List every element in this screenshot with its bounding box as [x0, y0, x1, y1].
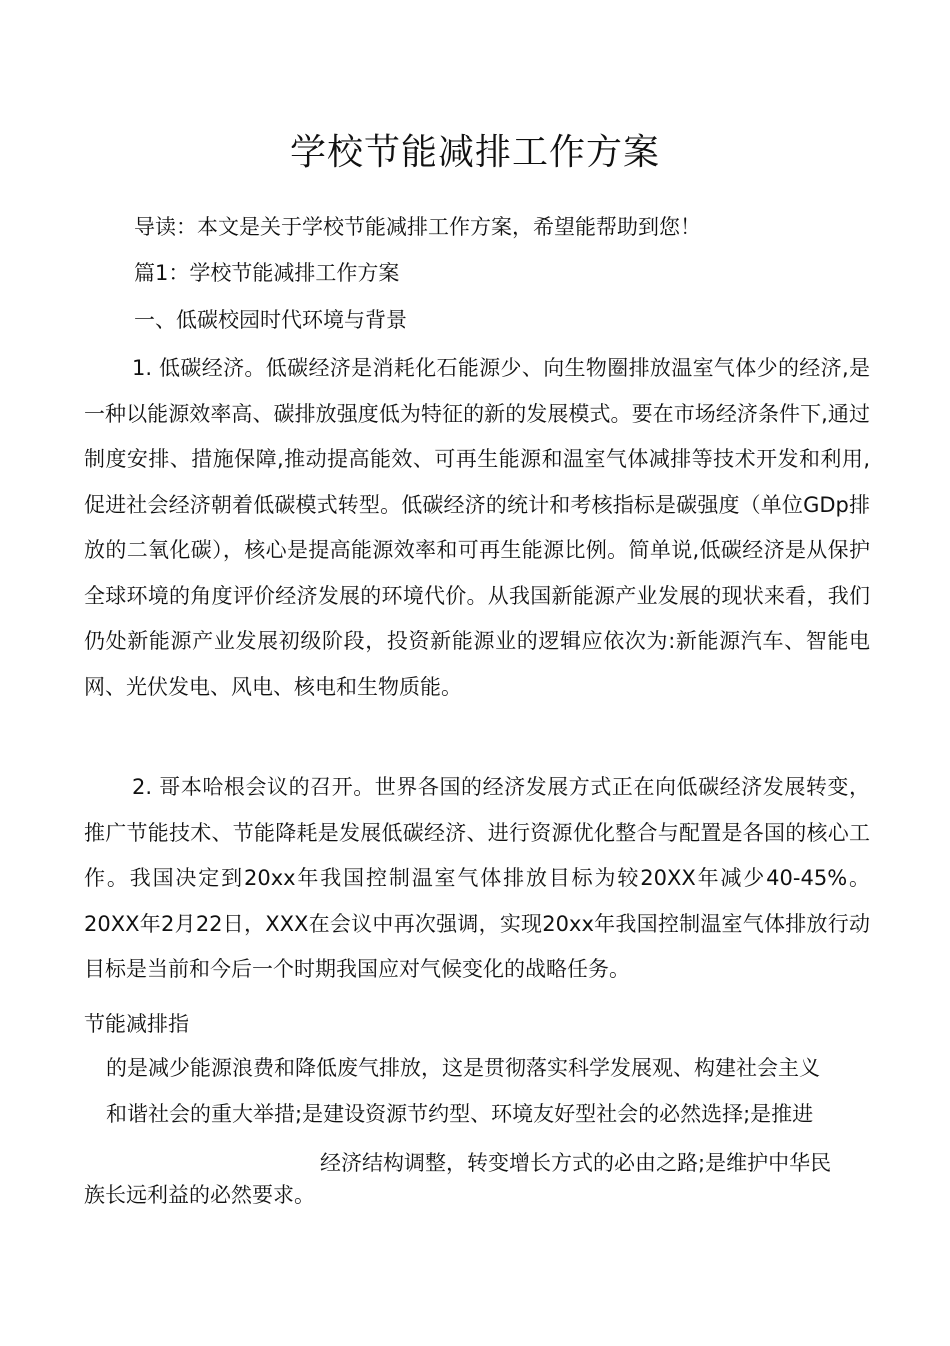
- section-heading: 一、低碳校园时代环境与背景: [134, 308, 407, 332]
- tail-line: 的是减少能源浪费和降低废气排放，这是贯彻落实科学发展观、构建社会主义: [106, 1056, 820, 1080]
- paragraph-low-carbon-economy: 1. 低碳经济。低碳经济是消耗化石能源少、向生物圈排放温室气体少的经济,是一种以能源效率高、碳排放强度低为特征的新的发展模式。要在市场经济条件下,通过制度安排、措施保障,推动提高能效、可再生能源和温室气体减排等技术开发和利用,促进社会经济朝着低碳模式转型。低碳经济的统计和考核指标是碳强度（单位GDp排放的二氧化碳），核心是提高能源效率和可再生能源比例。简单说,低碳经济是从保护全球环境的角度评价经济发展的环境代价。从我国新能源产业发展的现状来看，我们仍处新能源产业发展初级阶段，投资新能源业的逻辑应依次为:新能源汽车、智能电网、光伏发电、风电、核电和生物质能。: [84, 356, 871, 699]
- tail-line: 和谐社会的重大举措;是建设资源节约型、环境友好型社会的必然选择;是推进: [106, 1102, 814, 1126]
- tail-line: 族长远利益的必然要求。: [84, 1183, 315, 1207]
- intro-text: 导读：本文是关于学校节能减排工作方案，希望能帮助到您！: [134, 215, 701, 239]
- document-title: 学校节能减排工作方案: [289, 132, 660, 173]
- paragraph-copenhagen-conference: 2. 哥本哈根会议的召开。世界各国的经济发展方式正在向低碳经济发展转变，推广节能技术、节能降耗是发展低碳经济、进行资源优化整合与配置是各国的核心工作。我国决定到20xx年我国控制温室气体排放目标为较20XX年减少40-45%。20XX年2月22日，XXX在会议中再次强调，实现20xx年我国控制温室气体排放行动目标是当前和今后一个时期我国应对气候变化的战略任务。: [84, 775, 870, 981]
- article-heading: 篇1：学校节能减排工作方案: [134, 261, 400, 285]
- tail-line: 节能减排指: [84, 1012, 189, 1036]
- tail-line: 经济结构调整，转变增长方式的必由之路;是维护中华民: [320, 1151, 832, 1175]
